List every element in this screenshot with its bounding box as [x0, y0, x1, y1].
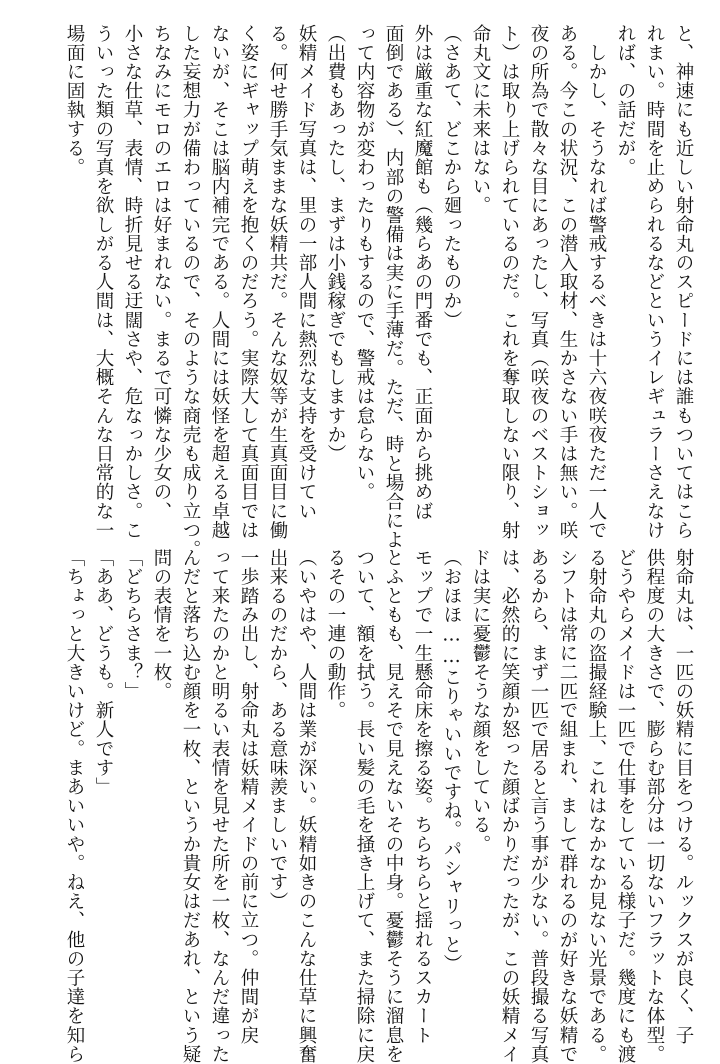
text-line: 出来るのだから、ある意味羨ましいです） — [267, 548, 288, 911]
text-line: しかし、そうなれば警戒するべきは十六夜咲夜ただ一人で — [586, 24, 607, 540]
text-line: るその一連の動作。 — [325, 548, 346, 720]
text-line: と、神速にも近しい射命丸のスピードには誰もついてはこら — [673, 24, 694, 540]
text-line: 小さな仕草、表情、時折見せる迂闊さや、危なっかしさ。こ — [122, 24, 143, 540]
text-line: 妖精メイド写真は、里の一部人間に熱烈な支持を受けてい — [296, 24, 317, 521]
text-line: あるから、まず一匹で居ると言う事が少ない。普段撮る写真 — [528, 548, 549, 1064]
text-line: （いやはや、人間は業が深い。妖精如きのこんな仕草に興奮 — [296, 548, 317, 1064]
text-line: って来たのかと明るい表情を見せた所を一枚、なんだ違った — [209, 548, 230, 1064]
text-line: ちなみにモロのエロは好まれない。まるで可憐な少女の、 — [151, 24, 172, 521]
text-line: 問の表情を一枚。 — [151, 548, 172, 701]
text-line: れまい。時間を止められるなどというイレギュラーさえなけ — [644, 24, 665, 540]
text-line: とふともも、見えそで見えないその中身。憂鬱そうに溜息を — [383, 548, 404, 1064]
text-line: （おほほ……こりゃいいですね。パシャリっと） — [441, 548, 462, 974]
text-line: れば、の話だが。 — [615, 24, 636, 177]
upper-text-block — [60, 24, 698, 559]
text-line: 「どちらさま？」 — [122, 548, 143, 701]
text-line: って内容物が変わったりもするので、警戒は怠らない。 — [354, 24, 375, 502]
text-line: 一歩踏み出し、射命丸は妖精メイドの前に立つ。仲間が戻 — [238, 548, 259, 1045]
text-line: 面倒である）、内部の警備は実に手薄だ。ただ、時と場合によ — [383, 24, 404, 550]
text-line: 供程度の大きさで、膨らむ部分は一切ないフラットな体型。 — [644, 548, 665, 1064]
text-line: る。何せ勝手気ままな妖精共だ。そんな奴等が生真面目に働 — [267, 24, 288, 540]
text-line: （出費もあったし、まずは小銭稼ぎでもしますか） — [325, 24, 346, 464]
text-line: （さあて、どこから廻ったものか） — [441, 24, 462, 330]
text-line: モップで一生懸命床を擦る姿。ちらちらと揺れるスカート — [412, 548, 433, 1045]
text-line: どうやらメイドは一匹で仕事をしている様子だ。幾度にも渡 — [615, 548, 636, 1064]
text-line: ドは実に憂鬱そうな顔をしている。 — [470, 548, 491, 854]
text-line: く姿にギャップ萌えを抱くのだろう。実際大して真面目では — [238, 24, 259, 540]
text-line: 外は厳重な紅魔館も（幾らあの門番でも、正面から挑めば — [412, 24, 433, 521]
text-line: る射命丸の盗撮経験上、これはなかなか見ない光景である。 — [586, 548, 607, 1064]
text-line: ある。今この状況、この潜入取材、生かさない手は無い。咲 — [557, 24, 578, 540]
text-line: は、必然的に笑顔か怒った顔ばかりだったが、この妖精メイ — [499, 548, 520, 1064]
text-line: 命丸文に未来はない。 — [470, 24, 491, 215]
text-line: ついて、額を拭う。長い髪の毛を掻き上げて、また掃除に戻 — [354, 548, 375, 1064]
lower-text-block — [60, 548, 698, 1064]
text-line: 夜の所為で散々な目にあったし、写真（咲夜のベストショッ — [528, 24, 549, 540]
text-line: ういった類の写真を欲しがる人間は、大概そんな日常的な一 — [93, 24, 114, 540]
text-line: ないが、そこは脳内補完である。人間には妖怪を超える卓越 — [209, 24, 230, 540]
text-line: した妄想力が備わっているので、そのような商売も成り立つ。 — [180, 24, 201, 559]
text-line: んだと落ち込む顔を一枚、というか貴女はだあれ、という疑 — [180, 548, 201, 1064]
text-line: シフトは常に二匹で組まれ、まして群れるのが好きな妖精で — [557, 548, 578, 1064]
text-line: 「ちょっと大きいけど。まあいいや。ねえ、他の子達を知ら — [64, 548, 85, 1064]
text-line: 場面に固執する。 — [64, 24, 85, 177]
text-line: 射命丸は、一匹の妖精に目をつける。ルックスが良く、子 — [673, 548, 694, 1045]
text-line: 「ああ、どうも。新人です」 — [93, 548, 114, 797]
text-line: ト）は取り上げられているのだ。これを奪取しない限り、射 — [499, 24, 520, 540]
